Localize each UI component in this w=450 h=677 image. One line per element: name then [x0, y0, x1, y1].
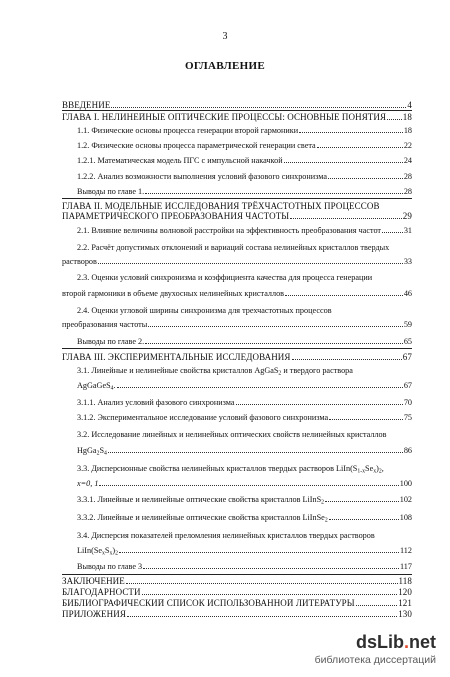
toc-entry-page: 33 [403, 258, 412, 266]
formula-text: LiIn(Se [77, 547, 103, 555]
toc-entry-chapter-3-conclusion[interactable] [77, 563, 412, 572]
dot-leader [117, 383, 403, 388]
toc-entry-title: 2.3. Оценки условий синхронизма и коэффициента качества для процесса генерации [77, 273, 373, 282]
toc-entry-title: Выводы по главе 3 [77, 563, 143, 571]
toc-entry-2-3-line1[interactable] [77, 273, 412, 282]
formula-text: S [99, 447, 104, 455]
toc-entry-title [77, 447, 107, 456]
dot-leader [108, 448, 403, 453]
toc-entry-page: 75 [403, 414, 412, 422]
formula-subscript: 4 [110, 385, 114, 391]
toc-entry-bibliography[interactable] [62, 599, 412, 608]
dot-leader [99, 481, 398, 486]
formula-text: Se [365, 464, 374, 473]
toc-entry-title: ГЛАВА III. ЭКСПЕРИМЕНТАЛЬНЫЕ ИССЛЕДОВАНИЯ [62, 353, 291, 362]
toc-entry-title: 1.2.1. Математическая модель ПГС с импульсной накачкой [77, 157, 283, 165]
dot-leader [382, 228, 403, 233]
toc-entry-title: Выводы по главе 2. [77, 338, 145, 346]
formula-text: ) [376, 464, 379, 473]
formula-subscript: 4 [104, 450, 107, 456]
dot-leader [328, 174, 403, 179]
watermark-logo [356, 632, 436, 653]
toc-entry-page: 86 [403, 447, 412, 455]
dot-leader [292, 355, 402, 361]
dot-leader [236, 400, 403, 405]
toc-entry-page: 130 [398, 610, 412, 619]
dot-leader [325, 497, 399, 502]
divider [62, 198, 412, 199]
toc-entry-conclusion[interactable] [62, 577, 412, 586]
toc-entry-page: 102 [399, 496, 412, 504]
toc-entry-page: 67 [402, 353, 412, 362]
dot-leader [299, 128, 403, 133]
toc-entry-3-1[interactable] [77, 382, 412, 391]
toc-entry-3-3-2[interactable] [77, 514, 412, 523]
dot-leader [285, 291, 403, 296]
formula-subscript: 2 [115, 550, 118, 556]
formula-text: HgGa [77, 447, 97, 455]
toc-entry-chapter-1[interactable] [62, 113, 412, 122]
toc-entry-page: 28 [403, 188, 412, 196]
dot-leader [111, 103, 406, 109]
toc-entry-title: 1.2.2. Анализ возможности выполнения условий фазового синхронизма [77, 173, 328, 181]
divider [62, 574, 412, 575]
toc-entry-2-4[interactable] [62, 321, 412, 330]
toc-entry-title: преобразования частоты [62, 321, 148, 329]
watermark-logo-main: dsLib [355, 632, 404, 652]
toc-entry-title: 3.1.1. Анализ условий фазового синхронизма [77, 399, 235, 407]
formula-text: 3.3.2. Линейные и нелинейные оптические свойства кристаллов LiInSe [77, 514, 325, 522]
toc-entry-title: 3.1.2. Экспериментальное исследование условий фазового синхронизма [77, 414, 329, 422]
formula-text: ) [112, 547, 116, 555]
dot-leader [387, 115, 402, 121]
toc-entry-3-1-2[interactable] [77, 414, 412, 423]
toc-entry-2-4-line1[interactable] [77, 306, 412, 315]
dot-leader [143, 564, 399, 569]
toc-entry-title: 1.1. Физические основы процесса генерации второй гармоники [77, 127, 299, 135]
toc-entry-3-2[interactable] [77, 447, 412, 456]
toc-entry-2-2-line1[interactable] [77, 243, 412, 252]
toc-entry-title: x=0, 1 [77, 480, 99, 488]
toc-entry-chapter-2-line1[interactable] [62, 201, 412, 211]
toc-entry-title: 3.4. Дисперсия показателей преломления нелинейных кристаллов твердых растворов [77, 531, 375, 540]
dot-leader [127, 612, 397, 618]
toc-entry-title: растворов [62, 258, 97, 266]
toc-entry-title [77, 382, 116, 391]
toc-entry-chapter-2[interactable] [62, 212, 412, 221]
dot-leader [145, 339, 403, 344]
toc-entry-page: 4 [407, 101, 412, 110]
toc-entry-page: 18 [403, 127, 412, 135]
toc-entry-page: 108 [399, 514, 412, 522]
formula-text: S [104, 547, 110, 555]
toc-entry-chapter-2-conclusion[interactable] [77, 338, 412, 347]
toc-entry-2-2[interactable] [62, 258, 412, 267]
toc-entry-page: 120 [398, 588, 412, 597]
toc-entry-chapter-3[interactable] [62, 353, 412, 362]
toc-entry-page: 65 [403, 338, 412, 346]
toc-entry-title [77, 464, 384, 473]
toc-entry-title: ВВЕДЕНИЕ [62, 101, 111, 110]
toc-entry-page: 112 [400, 547, 412, 555]
toc-entry-title: БИБЛИОГРАФИЧЕСКИЙ СПИСОК ИСПОЛЬЗОВАННОЙ ЛИТЕРАТУРЫ [62, 599, 355, 608]
toc-entry-3-4[interactable] [77, 547, 412, 556]
toc-entry-page: 121 [398, 599, 412, 608]
toc-entry-title: ПРИЛОЖЕНИЯ [62, 610, 126, 619]
formula-subscript: 2 [321, 499, 325, 505]
toc-entry-page: 29 [402, 212, 412, 221]
dot-leader [356, 601, 397, 607]
dot-leader [329, 415, 403, 420]
toc-entry-title: второй гармоники в объеме двухосных нелинейных кристаллов [62, 290, 285, 298]
toc-entry-page: 18 [402, 113, 412, 122]
toc-entry-page: 67 [403, 382, 412, 390]
toc-entry-1-2-2[interactable] [77, 173, 412, 182]
toc-heading: ОГЛАВЛЕНИЕ [185, 60, 265, 72]
formula-text: , [381, 464, 384, 473]
formula-text: 3.3. Дисперсионные свойства нелинейных кристаллов твердых растворов LiIn(S [77, 464, 358, 473]
toc-entry-title [77, 496, 324, 505]
toc-entry-page: 24 [403, 157, 412, 165]
toc-entry-page: 46 [403, 290, 412, 298]
formula-subscript: x [102, 550, 105, 556]
formula-subscript: 2 [324, 517, 328, 523]
toc-entry-2-1[interactable] [77, 227, 412, 236]
toc-entry-title: 2.2. Расчёт допустимых отклонений и вариаций состава нелинейных кристаллов твердых [77, 243, 390, 252]
dot-leader [126, 579, 398, 585]
toc-entry-page: 118 [398, 577, 412, 586]
toc-entry-3-3[interactable] [77, 480, 412, 489]
toc-entry-title: ГЛАВА II. МОДЕЛЬНЫЕ ИССЛЕДОВАНИЯ ТРЁХЧАСТОТНЫХ ПРОЦЕССОВ [62, 201, 380, 211]
formula-subscript: 2 [96, 450, 100, 456]
watermark-logo-dot: . [403, 632, 409, 652]
toc-entry-page: 70 [403, 399, 412, 407]
toc-entry-2-3[interactable] [62, 290, 412, 299]
toc-entry-page: 28 [403, 173, 412, 181]
dot-leader [98, 259, 403, 264]
toc-entry-title: 3.2. Исследование линейных и нелинейных оптических свойств нелинейных кристаллов [77, 430, 387, 439]
toc-entry-title: ЗАКЛЮЧЕНИЕ [62, 577, 125, 586]
toc-entry-3-1-line1[interactable] [77, 366, 412, 375]
toc-entry-title: Выводы по главе 1. [77, 188, 145, 196]
formula-text: . [113, 382, 116, 390]
dot-leader [284, 158, 403, 163]
toc-entry-page: 59 [403, 321, 412, 329]
formula-subscript: x [373, 468, 377, 473]
toc-entry-1-1[interactable] [77, 127, 412, 136]
formula-text: AgGaGeS [77, 382, 111, 390]
divider [62, 110, 412, 111]
toc-entry-1-2-1[interactable] [77, 157, 412, 166]
toc-entry-page: 117 [400, 563, 412, 571]
toc-entry-page: 31 [403, 227, 412, 235]
toc-entry-title: 1.2. Физические основы процесса параметрической генерации света [77, 142, 316, 150]
formula-subscript: 2 [278, 370, 282, 375]
toc-entry-title [77, 514, 328, 523]
page-number: 3 [222, 31, 228, 42]
toc-entry-3-3-line1[interactable] [77, 464, 412, 473]
toc-entry-title: ПАРАМЕТРИЧЕСКОГО ПРЕОБРАЗОВАНИЯ ЧАСТОТЫ [62, 212, 290, 221]
toc-entry-title: и твердого раствора [281, 366, 353, 375]
toc-entry-appendices[interactable] [62, 610, 412, 619]
toc-entry-title: 2.1. Влияние величины волновой расстройки на эффективность преобразования частот [77, 227, 382, 235]
toc-entry-title: 3.1. Линейные и нелинейные свойства кристаллов AgGaS [77, 366, 279, 375]
toc-entry-acknowledgements[interactable] [62, 588, 412, 597]
toc-entry-title: БЛАГОДАРНОСТИ [62, 588, 141, 597]
formula-subscript: 2 [378, 468, 382, 473]
watermark-tagline: библиотека диссертаций [314, 654, 436, 666]
toc-entry-title: ГЛАВА I. НЕЛИНЕЙНЫЕ ОПТИЧЕСКИЕ ПРОЦЕССЫ: ОСНОВНЫЕ ПОНЯТИЯ [62, 113, 387, 122]
toc-entry-page: 22 [403, 142, 412, 150]
toc-entry-3-3-1[interactable] [77, 496, 412, 505]
toc-entry-title: 2.4. Оценки угловой ширины синхронизма для трехчастотных процессов [77, 306, 332, 315]
toc-entry-3-1-1[interactable] [77, 399, 412, 408]
dot-leader [142, 590, 398, 596]
dot-leader [119, 548, 399, 553]
dot-leader [329, 515, 399, 520]
formula-text: 3.3.1. Линейные и нелинейные оптические свойства кристаллов LiInS [77, 496, 322, 504]
toc-entry-3-4-line1[interactable] [77, 531, 412, 540]
toc-entry-page: 100 [399, 480, 412, 488]
formula-subscript: x [109, 550, 113, 556]
formula-subscript: 1-x [357, 468, 366, 473]
toc-entry-1-2[interactable] [77, 142, 412, 151]
dot-leader [148, 322, 403, 327]
divider [62, 348, 412, 349]
toc-entry-title [77, 547, 118, 556]
watermark-logo-tld: net [409, 632, 436, 652]
toc-entry-3-2-line1[interactable] [77, 430, 412, 439]
watermark [266, 632, 436, 672]
dot-leader [145, 189, 403, 194]
dot-leader [290, 214, 402, 220]
dot-leader [317, 143, 403, 148]
toc-entry-chapter-1-conclusion[interactable] [77, 188, 412, 197]
